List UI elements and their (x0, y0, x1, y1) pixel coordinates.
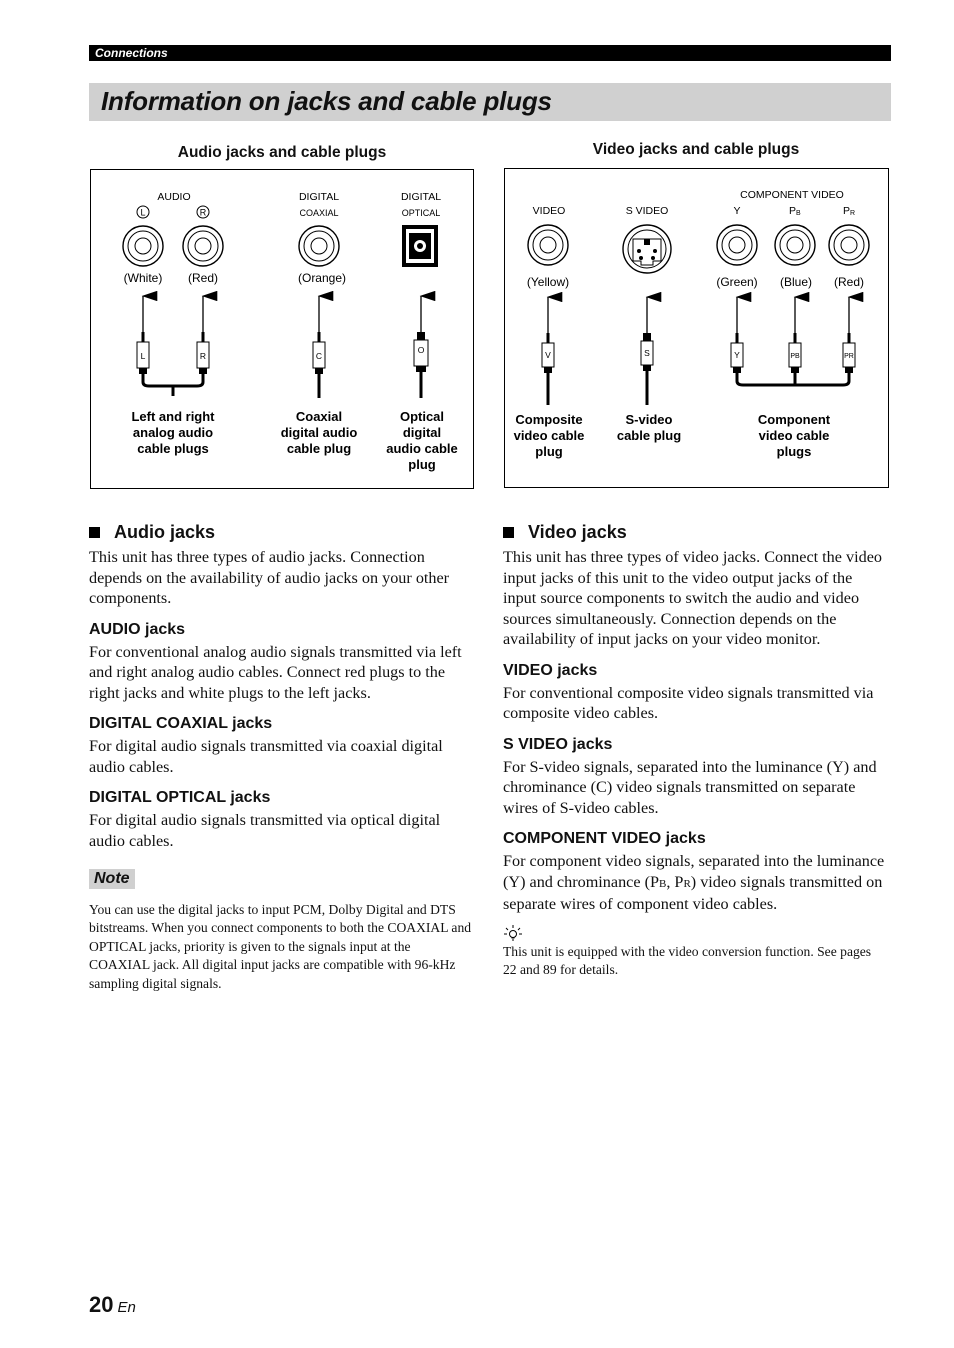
optical-label: OPTICAL (401, 208, 441, 218)
composite-plug-icon (542, 333, 554, 405)
plug-c-text: C (315, 351, 323, 361)
audio-jacks-heading (89, 522, 473, 543)
optical-plug-icon (414, 332, 428, 398)
orange-color-label: (Orange) (297, 271, 347, 285)
analog-desc-line-3: cable plugs (137, 441, 209, 456)
plug-pr-text: PR (844, 353, 854, 360)
green-color-label: (Green) (716, 275, 758, 289)
audio-jacks-text: For conventional analog audio signals transmitted via left and right analog audio cables. Connect red plugs to the right jacks and white plugs to the left jacks. (89, 642, 462, 702)
r-circle-icon (197, 206, 209, 218)
coaxial-desc-line-1: Coaxial (295, 409, 343, 424)
svideo-plug-icon (641, 333, 653, 405)
video-jacks-heading-text: Video jacks (528, 522, 627, 542)
analog-desc-line-1: Left and right (131, 409, 215, 424)
video-jacks-heading (503, 522, 887, 543)
video-jacks-text: For conventional composite video signals transmitted via composite video cables. (503, 683, 874, 722)
composite-plug-description (514, 412, 585, 459)
analog-plug-description (131, 409, 215, 456)
plug-r-text: R (199, 351, 207, 361)
page-title: Information on jacks and cable plugs (101, 86, 552, 116)
plug-y-text: Y (734, 350, 740, 360)
audio-label: AUDIO (157, 191, 191, 203)
composite-video-jack-icon (528, 225, 568, 265)
optical-jack-icon (402, 225, 438, 267)
digital-label-1: DIGITAL (298, 191, 340, 203)
section-header-bar (89, 45, 891, 61)
page-number (89, 1292, 136, 1318)
l-circle-icon (137, 206, 149, 218)
optical-plug-description (386, 409, 458, 472)
svideo-desc-line-1: S-video (625, 412, 673, 427)
coaxial-desc-line-3: cable plug (286, 441, 352, 456)
rca-plug-l-icon (137, 332, 149, 382)
coaxial-label: COAXIAL (299, 208, 339, 218)
blue-color-label: (Blue) (779, 275, 813, 289)
digital-optical-subheading: DIGITAL OPTICAL jacks (89, 789, 271, 806)
digital-optical-text: For digital audio signals transmitted via optical digital audio cables. (89, 811, 441, 850)
composite-desc-line-2: video cable (513, 428, 585, 443)
video-jacks-subheading: VIDEO jacks (503, 661, 598, 679)
plug-s-text: S (644, 348, 650, 358)
component-y-plug-icon (731, 333, 743, 381)
tip-text: This unit is equipped with the video conversion function. See pages 22 and 89 for details. (503, 943, 872, 977)
component-desc-line-2: video cable (758, 428, 830, 443)
white-color-label: (White) (123, 271, 163, 285)
pr-label: PR (843, 205, 856, 217)
svideo-plug-description (617, 412, 681, 443)
y-label: Y (733, 205, 741, 217)
video-figure-caption: Video jacks and cable plugs (592, 141, 800, 158)
audio-jacks-heading-text: Audio jacks (114, 522, 216, 542)
audio-intro: This unit has three types of audio jacks. Connection depends on the availability of audio jacks on your other components. (89, 548, 450, 607)
svideo-desc-line-2: cable plug (616, 428, 682, 443)
title-band (89, 83, 891, 121)
analog-cable-join (143, 382, 203, 386)
svideo-jacks-text: For S-video signals, separated into the luminance (Y) and chrominance (C) video signals transmitted on separate wires of S-video cables. (503, 757, 877, 817)
component-pb-plug-icon (789, 333, 801, 381)
optical-desc-line-2: digital (402, 425, 442, 440)
square-bullet-icon (503, 527, 514, 538)
composite-desc-line-3: plug (535, 444, 563, 459)
audio-l-jack-icon (123, 226, 163, 266)
component-video-text: For component video signals, separated into the luminance (Y) and chrominance (PB, PR) video signals transmitted on separate wires of component video cables. (503, 852, 885, 913)
component-pr-plug-icon (843, 333, 855, 381)
component-video-label: COMPONENT VIDEO (740, 189, 844, 201)
audio-r-jack-icon (183, 226, 223, 266)
audio-figure (90, 169, 474, 489)
svideo-jack-icon (623, 225, 671, 273)
note-text: You can use the digital jacks to input PCM, Dolby Digital and DTS bitstreams. When you connect components to both the COAXIAL and OPTICAL jacks, priority is given to the signals input at the COAXIAL jack. All digital input jacks are compatible with 96-kHz sampling digital signals. (89, 902, 472, 991)
square-bullet-icon (89, 527, 100, 538)
plug-o-text: O (417, 345, 425, 355)
analog-desc-line-2: analog audio (132, 425, 214, 440)
plug-v-text: V (545, 350, 551, 360)
component-y-jack-icon (717, 225, 757, 265)
optical-desc-line-4: plug (408, 457, 436, 472)
audio-figure-caption: Audio jacks and cable plugs (177, 144, 387, 161)
coaxial-jack-icon (299, 226, 339, 266)
video-figure (504, 168, 889, 488)
plug-pb-text: PB (790, 353, 800, 360)
svideo-label: S VIDEO (625, 205, 669, 217)
plug-l-text: L (140, 351, 146, 361)
coaxial-plug-icon (313, 332, 325, 398)
audio-jacks-section (89, 522, 473, 993)
component-red-color-label: (Red) (833, 275, 865, 289)
coaxial-plug-description (281, 409, 358, 456)
composite-desc-line-1: Composite (515, 412, 583, 427)
pb-label: PB (789, 205, 801, 217)
component-pr-jack-icon (829, 225, 869, 265)
component-desc-line-1: Component (757, 412, 831, 427)
component-pb-jack-icon (775, 225, 815, 265)
optical-desc-line-3: audio cable (386, 441, 458, 456)
component-video-subheading: COMPONENT VIDEO jacks (503, 830, 706, 847)
component-plug-description (758, 412, 831, 459)
rca-plug-r-icon (197, 332, 209, 382)
r-marker: R (199, 207, 207, 218)
page-language: En (117, 1299, 136, 1316)
digital-coaxial-text: For digital audio signals transmitted via coaxial digital audio cables. (89, 737, 443, 776)
section-label: Connections (95, 46, 168, 60)
video-jacks-diagram (505, 169, 888, 487)
component-desc-line-3: plugs (776, 444, 812, 459)
note-label: Note (89, 869, 135, 889)
lightbulb-icon (503, 925, 523, 941)
yellow-color-label: (Yellow) (526, 275, 570, 289)
video-jacks-section (503, 522, 887, 979)
optical-desc-line-1: Optical (399, 409, 445, 424)
audio-jacks-diagram (91, 170, 473, 488)
video-intro: This unit has three types of video jacks. Connect the video input jacks of this unit to the video output jacks of the input source components to switch the audio and video sources simultaneously. Connection depends on the availability of input jacks on your video monitor. (503, 548, 882, 648)
coaxial-desc-line-2: digital audio (280, 425, 358, 440)
video-label: VIDEO (532, 205, 566, 217)
component-cable-join (737, 381, 849, 385)
digital-label-2: DIGITAL (400, 191, 442, 203)
page-number-value: 20 (89, 1292, 114, 1317)
digital-coaxial-subheading: DIGITAL COAXIAL jacks (89, 715, 273, 732)
red-color-label: (Red) (187, 271, 219, 285)
audio-jacks-subheading: AUDIO jacks (89, 620, 186, 638)
svideo-jacks-subheading: S VIDEO jacks (503, 735, 613, 753)
l-marker: L (140, 207, 146, 218)
